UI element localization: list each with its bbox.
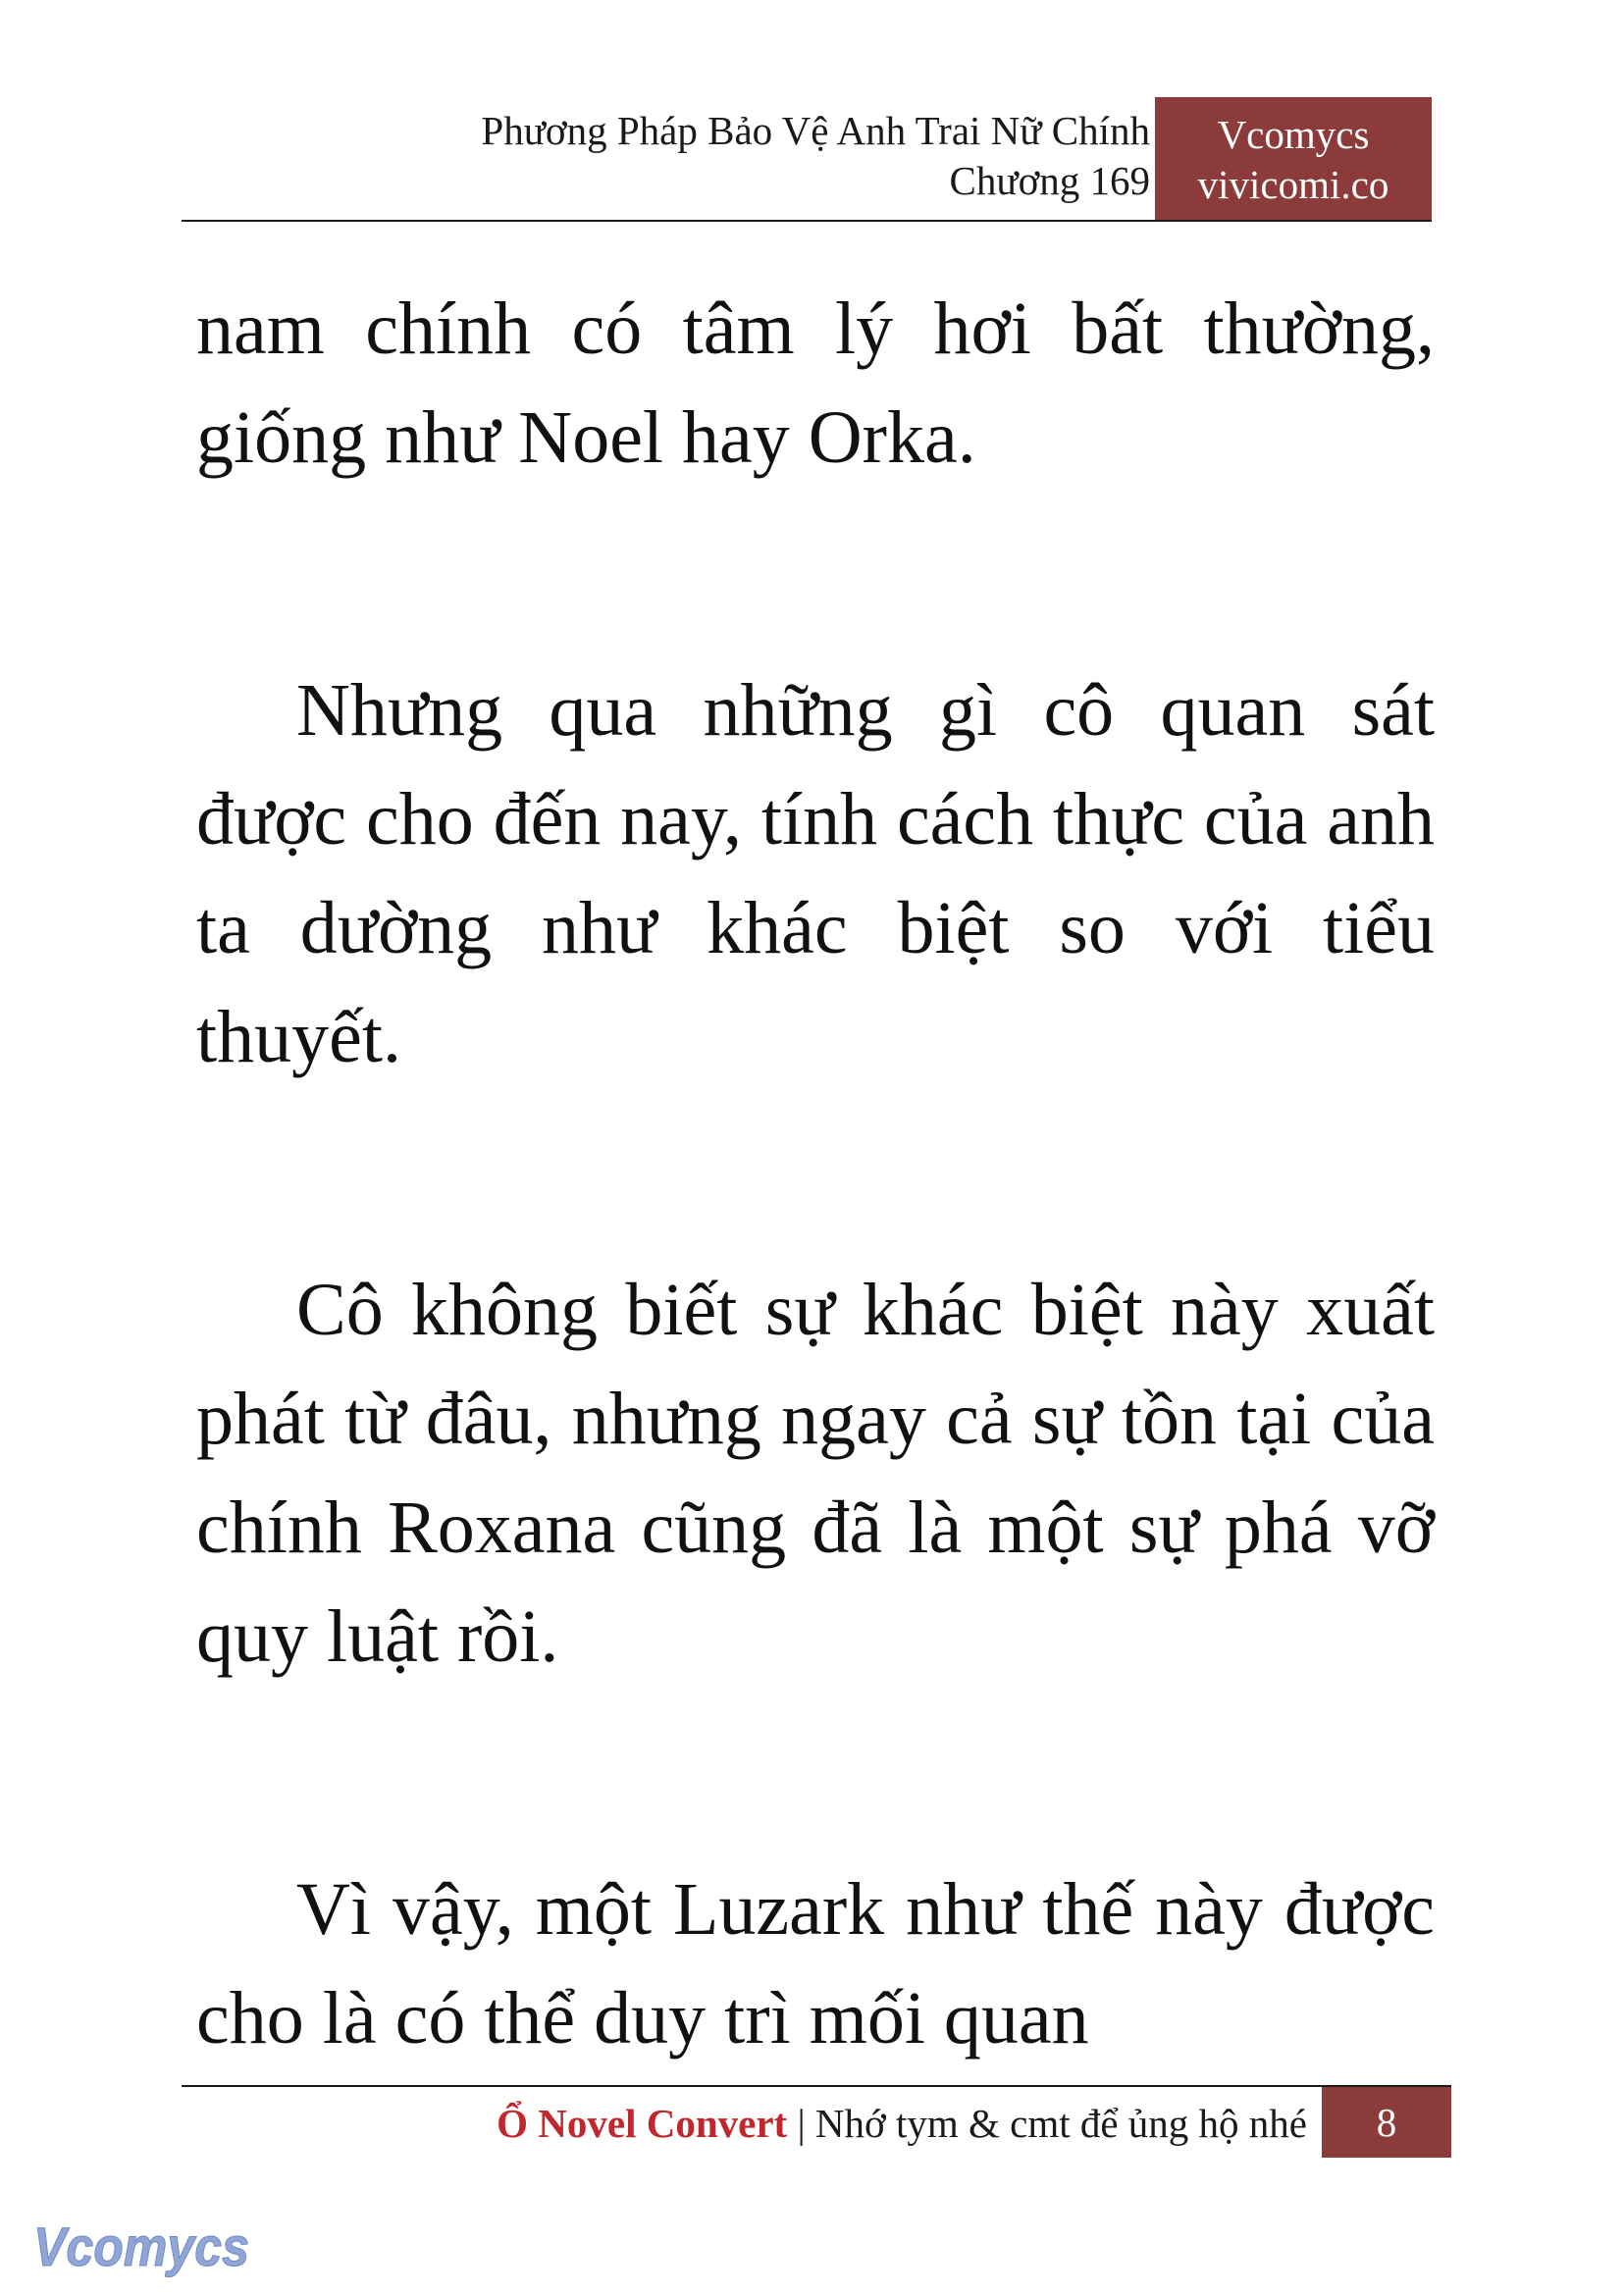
paragraph: Cô không biết sự khác biệt này xuất phát từ đâu, nhưng ngay cả sự tồn tại của chính Roxana cũng đã là một sự phá vỡ quy luật rồi. xyxy=(196,1269,1435,1678)
paragraph: Nhưng qua những gì cô quan sát được cho đến nay, tính cách thực của anh ta dường như khác biệt so với tiểu thuyết. xyxy=(196,669,1435,1078)
watermark-text: Vcomycs xyxy=(33,2216,249,2277)
header-divider xyxy=(182,220,1432,222)
paragraph: Vì vậy, một Luzark như thế này được cho là có thể duy trì mối quan xyxy=(196,1868,1435,2060)
chapter-label: Chương 169 xyxy=(949,158,1150,203)
vcomycs-logo-icon xyxy=(29,2213,255,2281)
running-header xyxy=(481,106,1150,206)
page-body xyxy=(196,275,1435,2073)
footer-message: Nhớ tym & cmt để ủng hộ nhé xyxy=(814,2101,1307,2146)
publisher-badge xyxy=(1155,97,1432,222)
footer-separator: | xyxy=(797,2101,806,2146)
paragraph: nam chính có tâm lý hơi bất thường, giống như Noel hay Orka. xyxy=(196,287,1435,479)
book-title: Phương Pháp Bảo Vệ Anh Trai Nữ Chính xyxy=(481,108,1150,153)
footer-brand: Ổ Novel Convert xyxy=(497,2101,788,2146)
footer-divider xyxy=(182,2085,1451,2087)
page-number: 8 xyxy=(1322,2087,1451,2158)
footer-credit xyxy=(497,2098,1307,2149)
publisher-site: vivicomi.co xyxy=(1197,162,1389,207)
publisher-name: Vcomycs xyxy=(1217,112,1370,157)
